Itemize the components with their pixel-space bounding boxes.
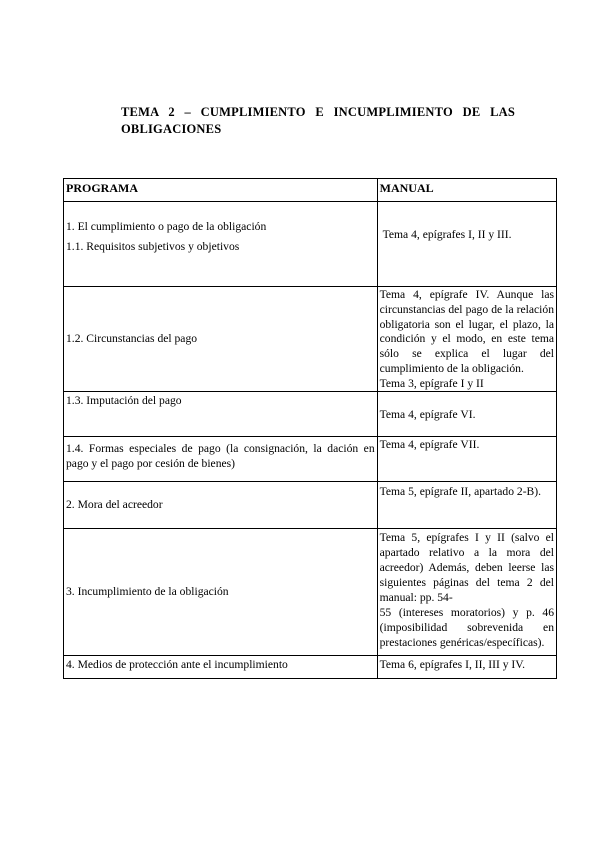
programa-cell: 1.3. Imputación del pago (64, 391, 378, 436)
table-row (64, 391, 557, 436)
table-row (64, 436, 557, 481)
table-header-row (64, 179, 557, 202)
table-row (64, 528, 557, 655)
programa-cell (64, 202, 378, 287)
table-row (64, 655, 557, 678)
table-row (64, 481, 557, 528)
table-row (64, 287, 557, 392)
programa-cell: 4. Medios de protección ante el incumplimiento (64, 655, 378, 678)
header-manual: MANUAL (377, 179, 556, 202)
manual-cell (377, 528, 556, 655)
manual-cell: Tema 5, epígrafe II, apartado 2-B). (377, 481, 556, 528)
manual-text: Tema 3, epígrafe I y II (379, 376, 484, 390)
document-title: TEMA 2 – CUMPLIMIENTO E INCUMPLIMIENTO DE LAS OBLIGACIONES (121, 105, 515, 136)
manual-cell: Tema 4, epígrafe VII. (377, 436, 556, 481)
manual-cell: Tema 4, epígrafes I, II y III. (377, 202, 556, 287)
manual-text: Tema 5, epígrafes I y II (salvo el apartado relativo a la mora del acreedor) Además, deben leerse las siguientes páginas del tema 2 del manual: pp. 54- (379, 530, 554, 604)
manual-text: Tema 4, epígrafe IV. Aunque las circunstancias del pago de la relación obligatoria son el lugar, el plazo, la condición y el modo, en este tema sólo se explica el lugar del cumplimiento de la obligación. (379, 288, 554, 375)
table-row (64, 202, 557, 287)
programa-cell: 2. Mora del acreedor (64, 481, 378, 528)
programa-item: 1. El cumplimiento o pago de la obligación (66, 220, 267, 233)
programa-cell: 3. Incumplimiento de la obligación (64, 528, 378, 655)
program-table (63, 178, 557, 679)
manual-cell (377, 287, 556, 392)
manual-cell: Tema 6, epígrafes I, II, III y IV. (377, 655, 556, 678)
programa-cell: 1.4. Formas especiales de pago (la consignación, la dación en pago y el pago por cesión de bienes) (64, 436, 378, 481)
manual-cell: Tema 4, epígrafe VI. (377, 391, 556, 436)
manual-text: 55 (intereses moratorios) y p. 46 (imposibilidad sobrevenida en prestaciones genéricas/específicas). (379, 605, 554, 649)
programa-subitem: 1.1. Requisitos subjetivos y objetivos (66, 240, 240, 253)
programa-cell: 1.2. Circunstancias del pago (64, 287, 378, 392)
header-programa: PROGRAMA (64, 179, 378, 202)
